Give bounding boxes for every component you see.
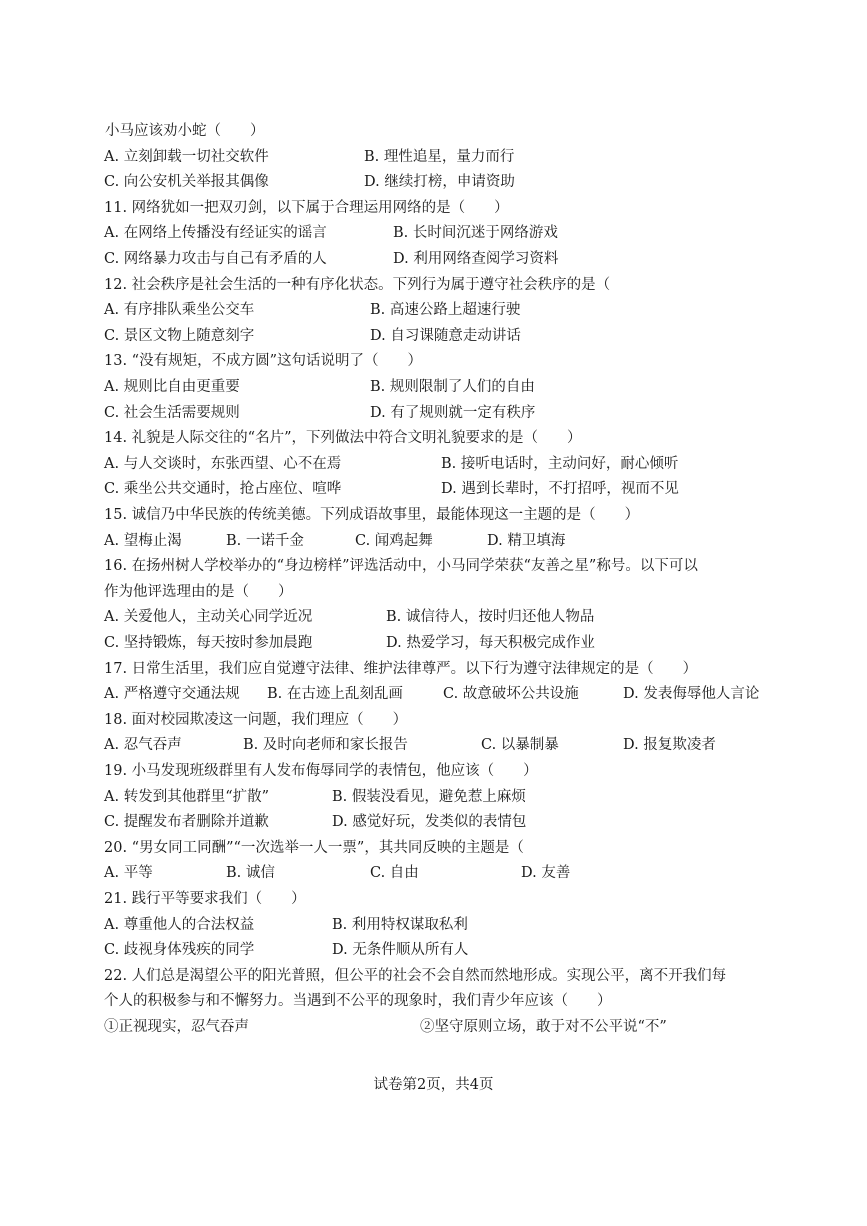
page-footer: 试卷第2页，共4页 — [373, 1077, 494, 1093]
question-text: 13. “没有规矩，不成方圆”这句话说明了（ ） — [104, 353, 422, 370]
answer-option: A. 忍气吞声 — [104, 737, 182, 754]
answer-option: C. 以暴制暴 — [481, 737, 559, 754]
answer-option: ②坚守原则立场，敢于对不公平说“不” — [420, 1019, 667, 1035]
question-line — [0, 707, 867, 733]
answer-option: A. 规则比自由更重要 — [104, 379, 240, 395]
answer-option: B. 利用特权谋取私利 — [332, 916, 468, 933]
question-text: 17. 日常生活里，我们应自觉遵守法律、维护法律尊严。以下行为遵守法律规定的是（ ） — [104, 660, 698, 677]
question-text: 19. 小马发现班级群里有人发布侮辱同学的表情包，他应该（ ） — [104, 763, 538, 779]
option-row — [0, 297, 867, 323]
option-row — [0, 374, 867, 400]
option-row — [0, 784, 867, 810]
question-line — [0, 835, 867, 861]
question-text: 18. 面对校园欺凌这一问题，我们理应（ ） — [104, 711, 408, 728]
question-line — [0, 502, 867, 528]
question-text: 21. 践行平等要求我们（ ） — [104, 891, 306, 907]
answer-option: C. 乘坐公共交通时，抢占座位、喧哗 — [104, 481, 342, 498]
answer-option: D. 报复欺凌者 — [623, 737, 716, 754]
option-row — [0, 732, 867, 758]
option-row — [0, 451, 867, 477]
answer-option: B. 诚信待人，按时归还他人物品 — [386, 609, 595, 626]
answer-option: D. 自习课随意走动讲话 — [370, 327, 521, 344]
option-row — [0, 860, 867, 886]
answer-option: A. 严格遵守交通法规 — [104, 686, 240, 703]
answer-option: C. 社会生活需要规则 — [104, 404, 240, 421]
question-text: 12. 社会秩序是社会生活的一种有序化状态。下列行为属于遵守社会秩序的是（ — [104, 276, 611, 293]
answer-option: B. 规则限制了人们的自由 — [370, 379, 535, 395]
question-text: 22. 人们总是渴望公平的阳光普照，但公平的社会不会自然而然地形成。实现公平，离不开我们每 — [104, 967, 727, 984]
answer-option: D. 继续打榜，申请资助 — [364, 174, 515, 191]
question-line — [0, 118, 867, 144]
answer-option: B. 接听电话时，主动问好，耐心倾听 — [441, 455, 679, 472]
answer-option: A. 平等 — [104, 865, 153, 882]
option-row — [0, 1014, 867, 1040]
answer-option: D. 无条件顺从所有人 — [332, 942, 469, 959]
answer-option: C. 故意破坏公共设施 — [443, 686, 579, 703]
question-text: 20. “男女同工同酬”“一次选举一人一票”，其共同反映的主题是（ — [104, 839, 524, 856]
question-line — [0, 272, 867, 298]
answer-option: A. 与人交谈时，东张西望、心不在焉 — [104, 455, 342, 472]
option-row — [0, 681, 867, 707]
answer-option: C. 景区文物上随意刻字 — [104, 327, 255, 344]
answer-option: A. 在网络上传播没有经证实的谣言 — [104, 225, 327, 242]
answer-option: D. 利用网络查阅学习资料 — [393, 251, 559, 267]
answer-option: B. 在古迹上乱刻乱画 — [267, 686, 403, 703]
answer-option: D. 发表侮辱他人言论 — [623, 686, 760, 703]
option-row — [0, 246, 867, 272]
question-line — [0, 758, 867, 784]
question-line — [0, 553, 867, 579]
answer-option: C. 向公安机关举报其偶像 — [104, 174, 269, 191]
answer-option: C. 网络暴力攻击与自己有矛盾的人 — [104, 251, 327, 267]
question-text: 15. 诚信乃中华民族的传统美德。下列成语故事里，最能体现这一主题的是（ ） — [104, 507, 640, 523]
answer-option: A. 尊重他人的合法权益 — [104, 916, 255, 933]
answer-option: A. 关爱他人，主动关心同学近况 — [104, 609, 313, 626]
question-line — [0, 348, 867, 374]
answer-option: C. 坚持锻炼，每天按时参加晨跑 — [104, 635, 313, 651]
question-line — [0, 963, 867, 989]
option-row — [0, 323, 867, 349]
option-row — [0, 809, 867, 835]
question-text: 个人的积极参与和不懈努力。当遇到不公平的现象时，我们青少年应该（ ） — [104, 993, 612, 1010]
answer-option: D. 遇到长辈时，不打招呼，视而不见 — [441, 481, 679, 498]
answer-option: C. 提醒发布者删除并道歉 — [104, 814, 269, 831]
answer-option: B. 诚信 — [226, 865, 275, 882]
question-line — [0, 656, 867, 682]
answer-option: A. 转发到其他群里“扩散” — [104, 788, 270, 805]
answer-option: D. 热爱学习，每天积极完成作业 — [386, 635, 595, 651]
question-text: 小马应该劝小蛇（ ） — [105, 123, 265, 139]
option-row — [0, 400, 867, 426]
question-line — [0, 425, 867, 451]
answer-option: D. 感觉好玩，发类似的表情包 — [332, 814, 527, 831]
answer-option: A. 立刻卸载一切社交软件 — [104, 148, 269, 165]
answer-option: B. 一诺千金 — [226, 532, 304, 549]
question-line — [0, 886, 867, 912]
question-text: 14. 礼貌是人际交往的“名片”，下列做法中符合文明礼貌要求的是（ ） — [104, 430, 582, 447]
question-text: 11. 网络犹如一把双刃剑，以下属于合理运用网络的是（ ） — [104, 199, 509, 216]
answer-option: D. 精卫填海 — [487, 532, 566, 549]
question-text: 作为他评选理由的是（ ） — [104, 583, 293, 600]
option-row — [0, 476, 867, 502]
answer-option: B. 及时向老师和家长报告 — [243, 737, 408, 754]
answer-option: B. 理性追星，量力而行 — [364, 148, 515, 165]
answer-option: D. 有了规则就一定有秩序 — [370, 404, 536, 421]
option-row — [0, 169, 867, 195]
question-line — [0, 579, 867, 605]
answer-option: B. 高速公路上超速行驶 — [370, 302, 521, 319]
question-text: 16. 在扬州树人学校举办的“身边榜样”评选活动中，小马同学荣获“友善之星”称号。以下可以 — [104, 558, 698, 575]
answer-option: C. 自由 — [370, 865, 419, 882]
answer-option: B. 假装没看见，避免惹上麻烦 — [332, 788, 526, 805]
option-row — [0, 912, 867, 938]
option-row — [0, 220, 867, 246]
option-row — [0, 604, 867, 630]
answer-option: C. 歧视身体残疾的同学 — [104, 942, 255, 959]
answer-option: ①正视现实，忍气吞声 — [104, 1019, 249, 1035]
question-line — [0, 988, 867, 1014]
answer-option: A. 望梅止渴 — [104, 532, 182, 549]
answer-option: A. 有序排队乘坐公交车 — [104, 302, 255, 319]
option-row — [0, 630, 867, 656]
answer-option: B. 长时间沉迷于网络游戏 — [393, 225, 558, 242]
question-line — [0, 195, 867, 221]
answer-option: D. 友善 — [521, 865, 571, 882]
answer-option: C. 闻鸡起舞 — [355, 532, 433, 549]
option-row — [0, 528, 867, 554]
option-row — [0, 144, 867, 170]
option-row — [0, 937, 867, 963]
